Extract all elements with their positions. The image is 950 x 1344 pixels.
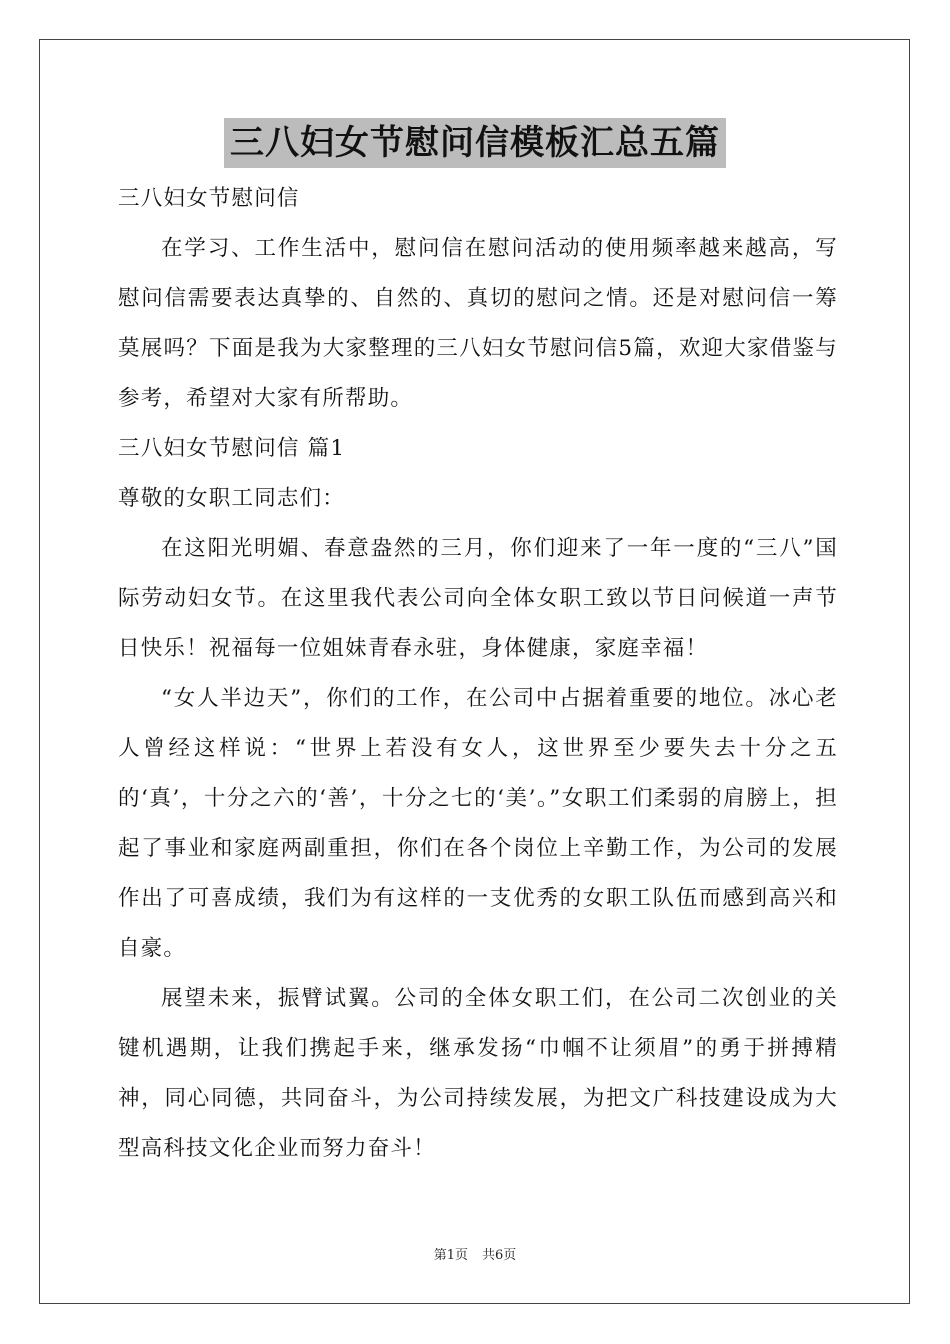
title-container <box>0 118 950 168</box>
section-heading: 三八妇女节慰问信 <box>118 186 300 211</box>
intro-paragraph: 在学习、工作生活中，慰问信在慰问活动的使用频率越来越高，写慰问信需要表达真挚的、自然的、真切的慰问之情。还是对慰问信一筹莫展吗？下面是我为大家整理的三八妇女节慰问信5篇，欢迎大家借鉴与参考，希望对大家有所帮助。 <box>118 236 838 411</box>
page-total: 共6页 <box>482 1248 517 1263</box>
salutation: 尊敬的女职工同志们： <box>118 486 346 511</box>
body-paragraph: 在这阳光明媚、春意盎然的三月，你们迎来了一年一度的“三八”国际劳动妇女节。在这里我代表公司向全体女职工致以节日问候道一声节日快乐！祝福每一位姐妹青春永驻，身体健康，家庭幸福！ <box>118 536 838 661</box>
page-number: 第1页 <box>433 1248 468 1263</box>
body-paragraph: 展望未来，振臂试翼。公司的全体女职工们，在公司二次创业的关键机遇期，让我们携起手来，继承发扬“巾帼不让须眉”的勇于拼搏精神，同心同德，共同奋斗，为公司持续发展，为把文广科技建设成为大型高科技文化企业而努力奋斗！ <box>118 986 838 1161</box>
page-footer <box>0 1244 950 1263</box>
document-body <box>118 174 838 1174</box>
section-heading: 三八妇女节慰问信 篇1 <box>118 436 346 461</box>
body-paragraph: “女人半边天”，你们的工作，在公司中占据着重要的地位。冰心老人曾经这样说：“世界上若没有女人，这世界至少要失去十分之五的‘真’，十分之六的‘善’，十分之七的‘美’。”女职工们柔弱的肩膀上，担起了事业和家庭两副重担，你们在各个岗位上辛勤工作，为公司的发展作出了可喜成绩，我们为有这样的一支优秀的女职工队伍而感到高兴和自豪。 <box>118 686 838 961</box>
document-title: 三八妇女节慰问信模板汇总五篇 <box>224 118 726 168</box>
